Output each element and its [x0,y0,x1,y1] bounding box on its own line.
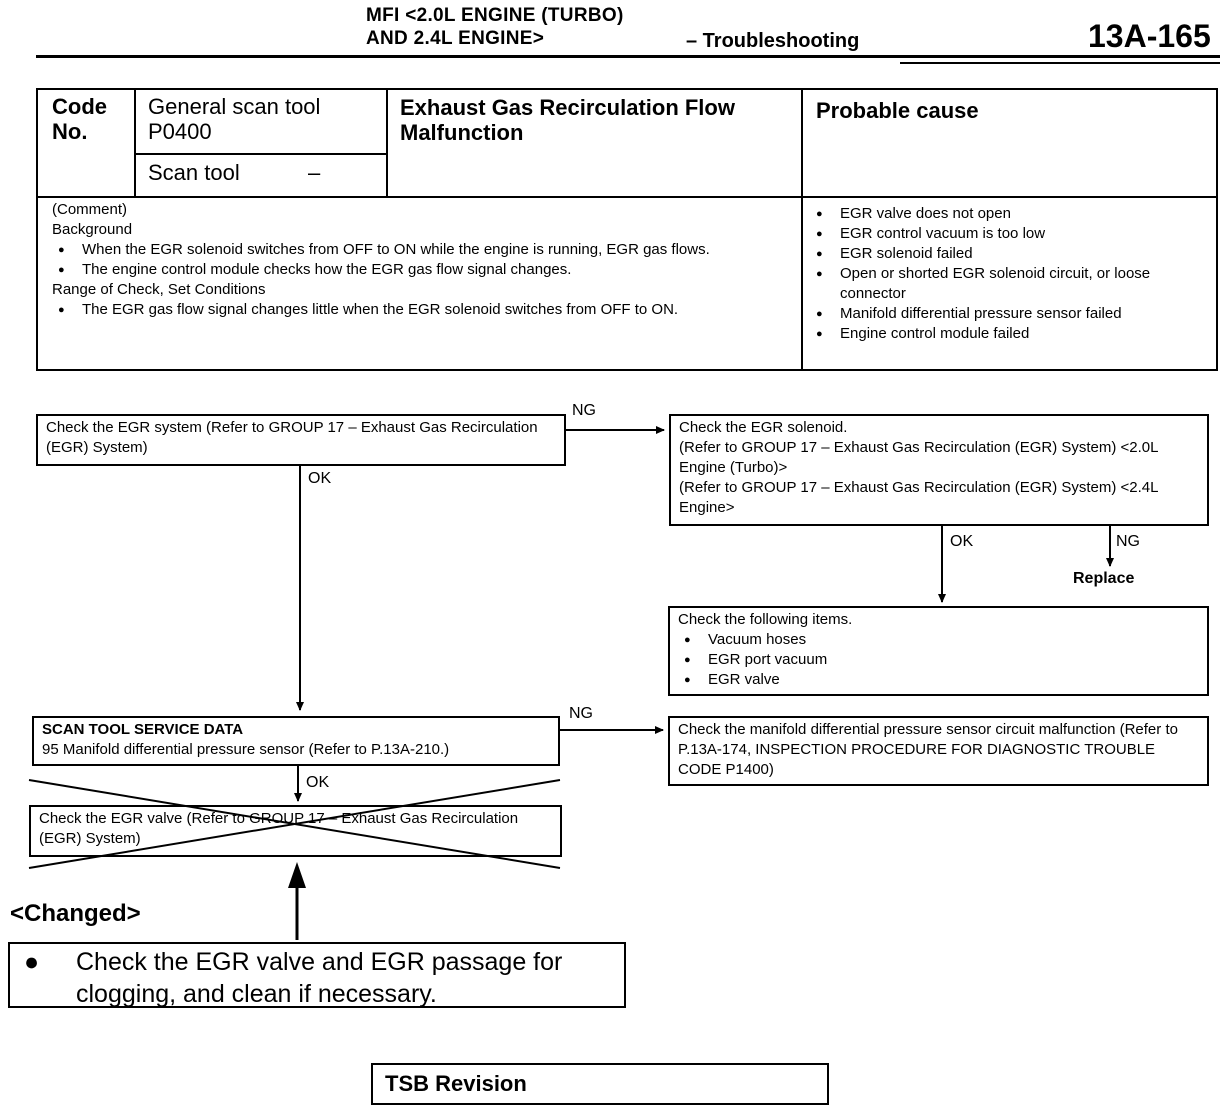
list-item: ● The EGR gas flow signal changes little when the EGR solenoid switches from OFF to ON. [52,300,792,320]
ng-label: NG [569,705,593,722]
list-item: ● Engine control module failed [810,324,1210,344]
ng-label: NG [572,402,596,419]
scan-tool-service-title: SCAN TOOL SERVICE DATA [42,721,244,738]
tsb-revision-label: TSB Revision [385,1071,527,1096]
list-item: ● EGR valve does not open [810,204,1210,224]
probable-cause-label: Probable cause [816,98,979,123]
list-item: ● Vacuum hoses [678,630,1199,650]
general-scan-tool: General scan tool P0400 [148,94,321,144]
header-subtitle: – Troubleshooting [686,30,860,52]
scan-tool-label: Scan tool [148,160,240,185]
changed-label: <Changed> [10,900,141,927]
header-title-line2: AND 2.4L ENGINE> [366,28,545,49]
list-item: ● EGR port vacuum [678,650,1199,670]
list-item: ● Manifold differential pressure sensor failed [810,304,1210,324]
header-title-line1: MFI <2.0L ENGINE (TURBO) [366,5,624,26]
check-egr-solenoid-box: Check the EGR solenoid. (Refer to GROUP 17 – Exhaust Gas Recirculation (EGR) System) <2.0L Engine (Turbo)> (Refer to GROUP 17 – Exhaust Gas Recirculation (EGR) System) <2.4L Engine> [669,414,1209,526]
tsb-revision-box [371,1063,829,1105]
list-item: ● When the EGR solenoid switches from OFF to ON while the engine is running, EGR gas flows. [52,240,792,260]
range-label: Range of Check, Set Conditions [52,281,266,298]
check-manifold-box: Check the manifold differential pressure sensor circuit malfunction (Refer to P.13A-174, INSPECTION PROCEDURE FOR DIAGNOSTIC TROUBLE CODE P1400) [668,716,1209,786]
check-following-title: Check the following items. [678,611,853,628]
ok-label: OK [950,533,974,550]
change-arrow-head [288,862,306,888]
comment-label: (Comment) [52,201,128,218]
list-item: ● Open or shorted EGR solenoid circuit, or loose connector [810,264,1210,304]
list-item: ● The engine control module checks how the EGR gas flow signal changes. [52,260,792,280]
page-number: 13A-165 [1088,18,1211,54]
crossed-out-box: Check the EGR valve (Refer to GROUP 17 – Exhaust Gas Recirculation (EGR) System) [29,805,562,857]
changed-note-text: Check the EGR valve and EGR passage for clogging, and clean if necessary. [76,948,563,1008]
changed-note-box [8,942,626,1008]
scan-tool-service-text: 95 Manifold differential pressure sensor (Refer to P.13A-210.) [42,741,450,758]
list-item: ● EGR control vacuum is too low [810,224,1210,244]
ok-label: OK [308,470,332,487]
ok-label: OK [306,774,330,791]
list-item: ● EGR valve [678,670,1199,690]
bullet-icon: ● [24,948,40,976]
check-egr-system-box: Check the EGR system (Refer to GROUP 17 – Exhaust Gas Recirculation (EGR) System) [36,414,566,466]
background-label: Background [52,221,133,238]
replace-label: Replace [1073,570,1135,587]
list-item: ● EGR solenoid failed [810,244,1210,264]
scan-tool-value: – [308,160,321,185]
code-title: Exhaust Gas Recirculation Flow Malfunction [400,95,735,145]
code-no-label: Code No. [52,94,107,144]
ng-label: NG [1116,533,1140,550]
